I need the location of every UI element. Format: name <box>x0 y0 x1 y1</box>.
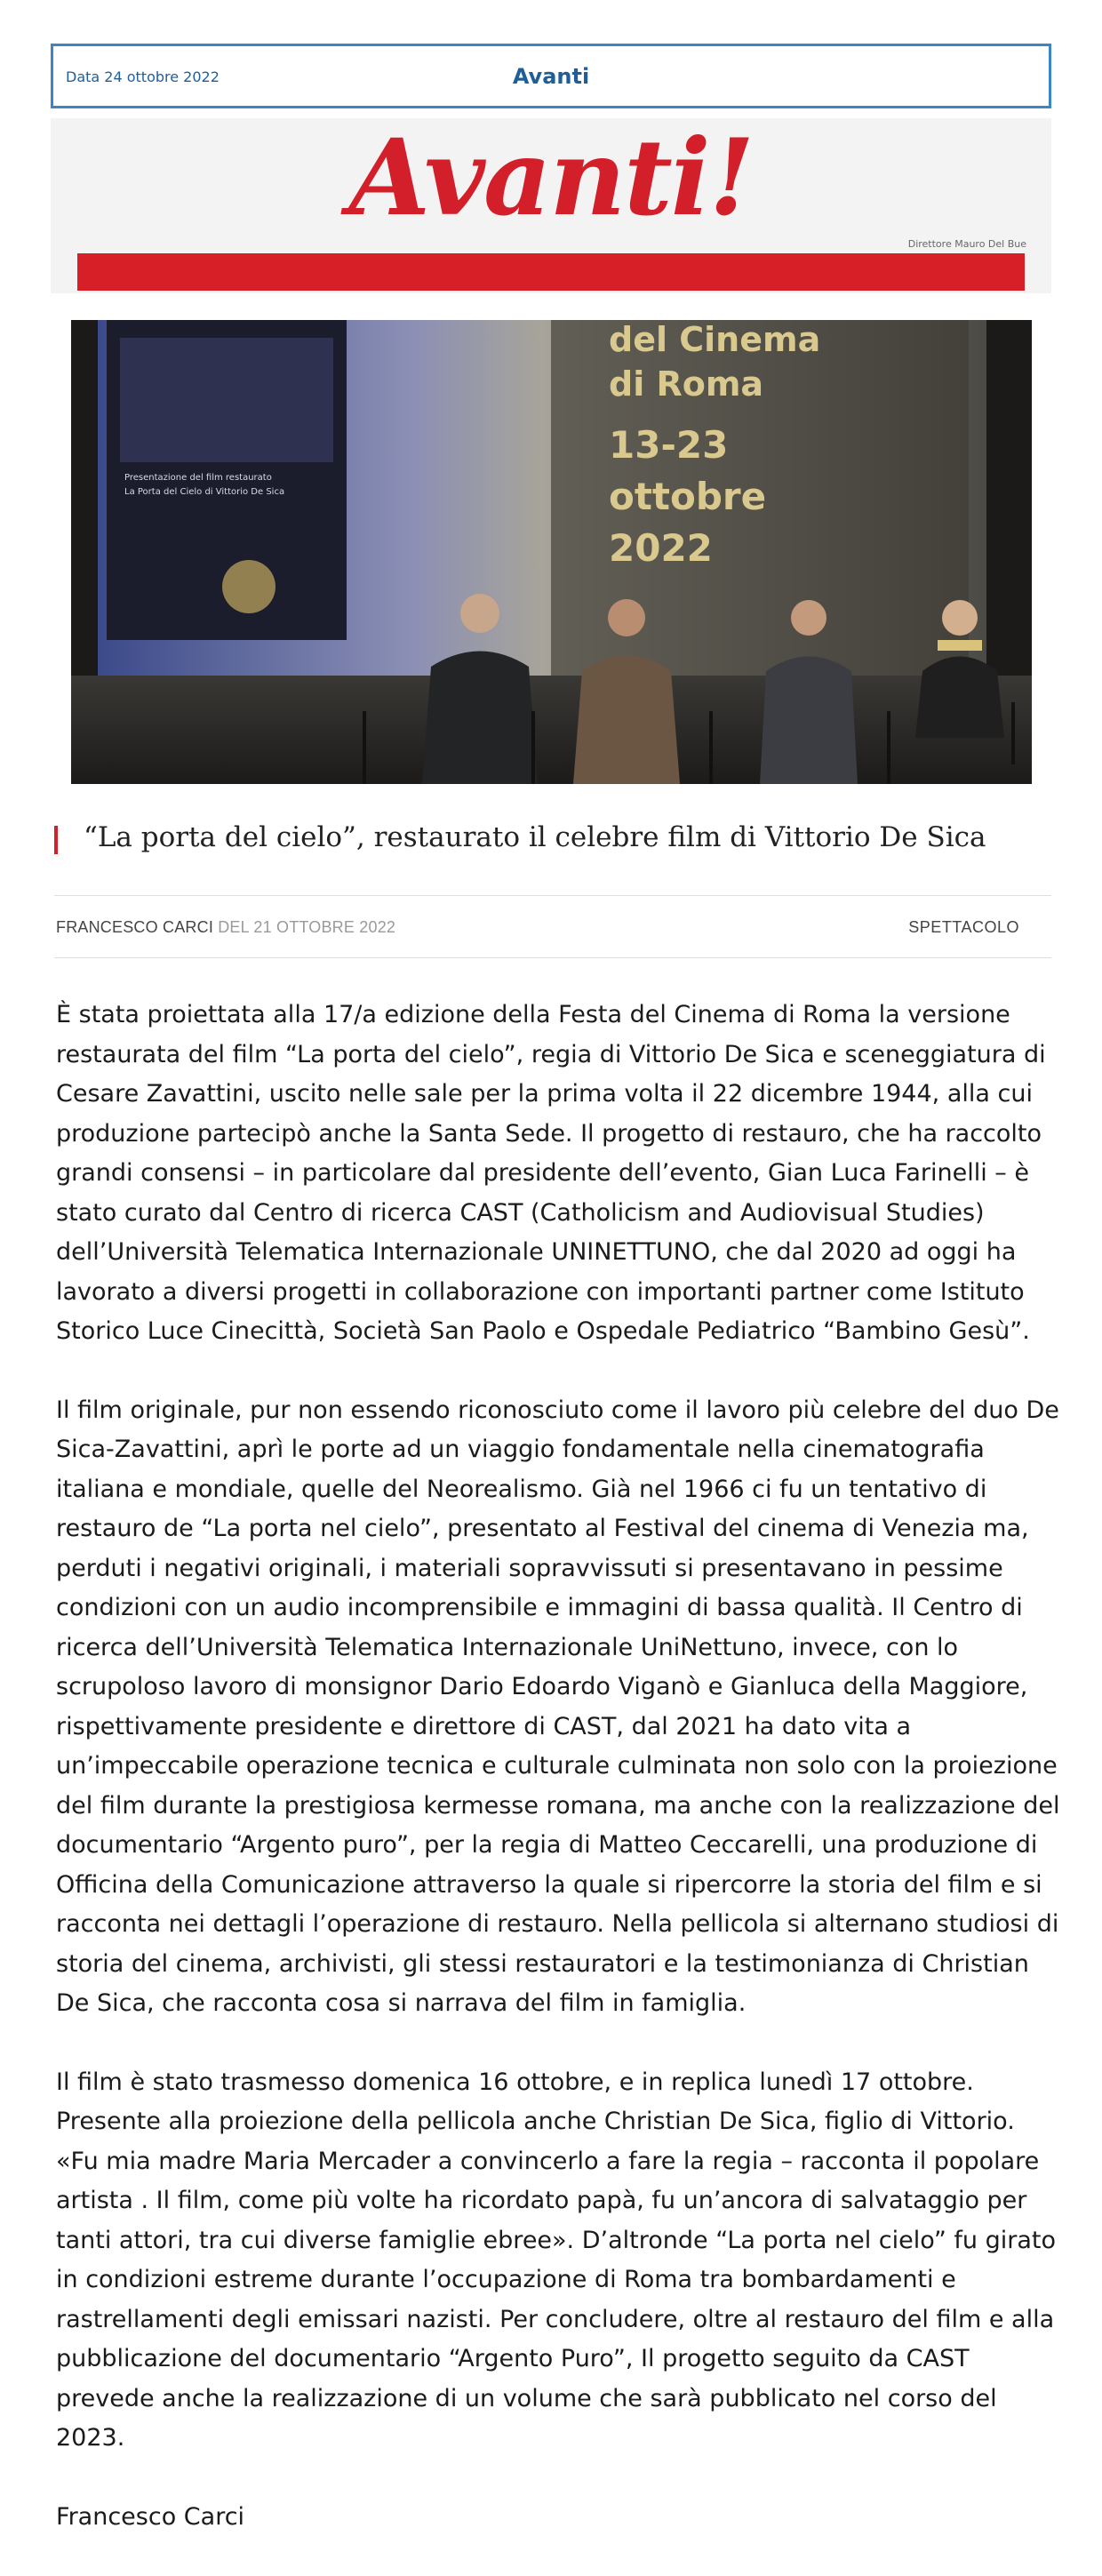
article-body <box>56 996 1060 2576</box>
top-info-bar <box>51 44 1051 108</box>
article-byline <box>56 918 395 937</box>
screen-text-line-2: di Roma <box>609 364 764 404</box>
headline-accent-bar <box>54 826 58 854</box>
poster-line-2: La Porta del Cielo di Vittorio De Sica <box>124 487 285 497</box>
screen-text-line-5: 2022 <box>609 526 713 570</box>
meta-divider-bottom <box>54 957 1051 958</box>
screen-text-line-3: 13-23 <box>609 423 729 467</box>
event-stage-photo <box>71 320 1032 784</box>
article-photo <box>71 320 1032 784</box>
masthead-red-band <box>77 253 1025 291</box>
director-credit: Direttore Mauro Del Bue <box>907 238 1026 250</box>
screen-text-line-4: ottobre <box>609 475 767 518</box>
meta-divider-top <box>54 895 1051 896</box>
avanti-logo: Avanti! <box>348 116 754 239</box>
article-paragraph-1: È stata proiettata alla 17/a edizione della Festa del Cinema di Roma la versione restaurata del film “La porta del cielo”, regia di Vittorio De Sica e sceneggiatura di Cesare Zavattini, uscito nelle sale per la prima volta il 22 dicembre 1944, alla cui produzione partecipò anche la Santa Sede. Il progetto di restauro, che ha raccolto grandi consensi – in particolare dal presidente dell’evento, Gian Luca Farinelli – è stato curato dal Centro di ricerca CAST (Catholicism and Audiovisual Studies) dell’Università Telematica Internazionale UNINETTUNO, che dal 2020 ad oggi ha lavorato a diversi progetti in collaborazione con importanti partner come Istituto Storico Luce Cinecittà, Società San Paolo e Ospedale Pediatrico “Bambino Gesù”. <box>56 1001 1046 1345</box>
poster-line-1: Presentazione del film restaurato <box>124 473 272 483</box>
author-name[interactable]: FRANCESCO CARCI <box>56 918 214 936</box>
article-date: DEL 21 OTTOBRE 2022 <box>218 918 396 936</box>
article-paragraph-2: Il film originale, pur non essendo riconosciuto come il lavoro più celebre del duo De Sica-Zavattini, aprì le porte ad un viaggio fondamentale nella cinematografia italiana e mondiale, quelle del Neorealismo. Già nel 1966 ci fu un tentativo di restauro de “La porta nel cielo”, presentato al Festival del cinema di Venezia ma, perduti i negativi originali, i materiali sopravvissuti si presentavano in pessime condizioni con un audio incomprensibile e immagini di bassa qualità. Il Centro di ricerca dell’Università Telematica Internazionale UniNettuno, invece, con lo scrupoloso lavoro di monsignor Dario Edoardo Viganò e Gianluca della Maggiore, rispettivamente presidente e direttore di CAST, dal 2021 ha dato vita a un’impeccabile operazione tecnica e culturale culminata non solo con la proiezione del film durante la prestigiosa kermesse romana, ma anche con la realizzazione del documentario “Argento puro”, per la regia di Matteo Ceccarelli, una produzione di Officina della Comunicazione attraverso la quale si ripercorre la storia del film e si racconta nei dettagli l’operazione di restauro. Nella pellicola si alternano studiosi di storia del cinema, archivisti, gli stessi restauratori e la testimonianza di Christian De Sica, che racconta cosa si narrava del film in famiglia. <box>56 1396 1060 2017</box>
article-signature: Francesco Carci <box>56 2502 245 2531</box>
publication-title: Avanti <box>512 64 590 89</box>
article-paragraph-3: Il film è stato trasmesso domenica 16 ottobre, e in replica lunedì 17 ottobre. Presente alla proiezione della pellicola anche Christian De Sica, figlio di Vittorio. «Fu mia madre Maria Mercader a convincerlo a fare la regia – racconta il popolare artista . Il film, come più volte ha ricordato papà, fu un’ancora di salvataggio per tanti attori, tra cui diverse famiglie ebree». D’altronde “La porta nel cielo” fu girato in condizioni estreme durante l’occupazione di Roma tra bombardamenti e rastrellamenti degli emissari nazisti. Per concludere, oltre al restauro del film e alla pubblicazione del documentario “Argento Puro”, Il progetto seguito da CAST prevede anche la realizzazione di un volume che sarà pubblicato nel corso del 2023. <box>56 2068 1056 2452</box>
screen-text-line-1: del Cinema <box>609 320 821 359</box>
masthead <box>51 118 1051 293</box>
article-headline: “La porta del cielo”, restaurato il celebre film di Vittorio De Sica <box>84 821 986 853</box>
article-category[interactable]: SPETTACOLO <box>908 918 1019 936</box>
publication-date: Data 24 ottobre 2022 <box>66 68 220 85</box>
